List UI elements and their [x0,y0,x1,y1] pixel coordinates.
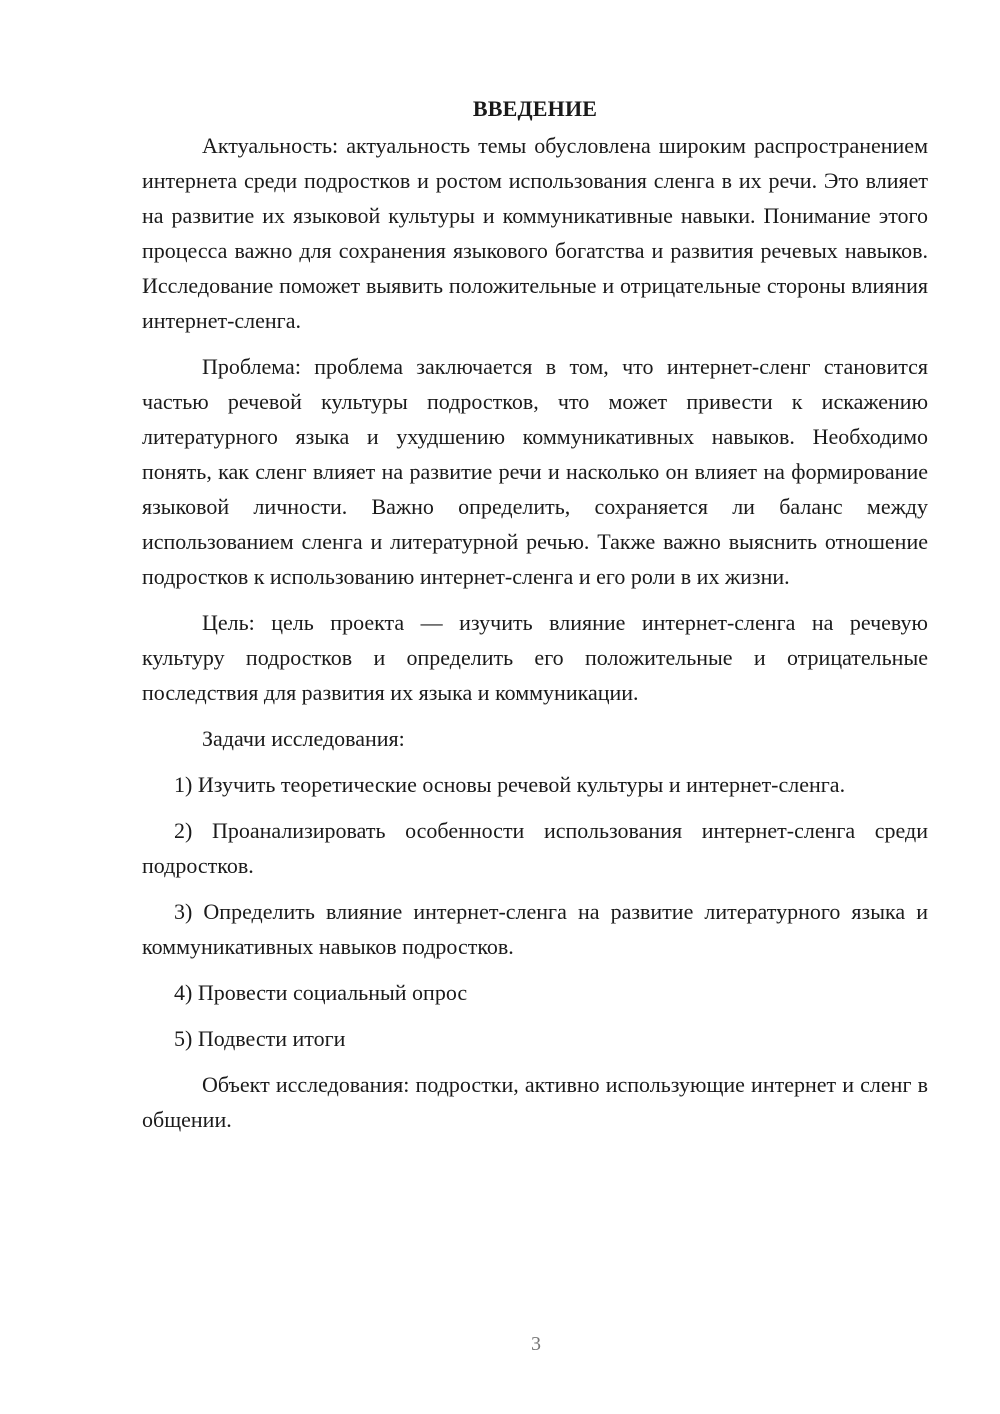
paragraph-tasks-heading: Задачи исследования: [202,726,405,751]
task-item-3: 3) Определить влияние интернет-сленга на развитие литературного языка и коммуникативных навыков подростков. [142,899,928,959]
section-heading: ВВЕДЕНИЕ [472,96,598,121]
page-number: 3 [531,1333,541,1355]
paragraph-object: Объект исследования: подростки, активно использующие интернет и сленг в общении. [142,1072,928,1132]
document-page [142,92,928,1148]
task-item-4: 4) Провести социальный опрос [174,980,468,1005]
paragraph-goal: Цель: цель проекта — изучить влияние интернет-сленга на речевую культуру подростков и определить его положительные и отрицательные последствия для развития их языка и коммуникации. [142,610,928,705]
task-item-2: 2) Проанализировать особенности использования интернет-сленга среди подростков. [142,818,928,878]
paragraph-problem: Проблема: проблема заключается в том, что интернет-сленг становится частью речевой культуры подростков, что может привести к искажению литературного языка и ухудшению коммуникативных навыков. Необходимо понять, как сленг влияет на развитие речи и насколько он влияет на формирование языковой личности. Важно определить, сохраняется ли баланс между использованием сленга и литературной речью. Также важно выяснить отношение подростков к использованию интернет-сленга и его роли в их жизни. [142,354,928,589]
task-item-5: 5) Подвести итоги [174,1026,346,1051]
task-item-1: 1) Изучить теоретические основы речевой культуры и интернет-сленга. [174,772,846,797]
paragraph-relevance: Актуальность: актуальность темы обусловлена широким распространением интернета среди подростков и ростом использования сленга в их речи. Это влияет на развитие их языковой культуры и коммуникативные навыки. Понимание этого процесса важно для сохранения языкового богатства и развития речевых навыков. Исследование поможет выявить положительные и отрицательные стороны влияния интернет-сленга. [142,133,928,333]
